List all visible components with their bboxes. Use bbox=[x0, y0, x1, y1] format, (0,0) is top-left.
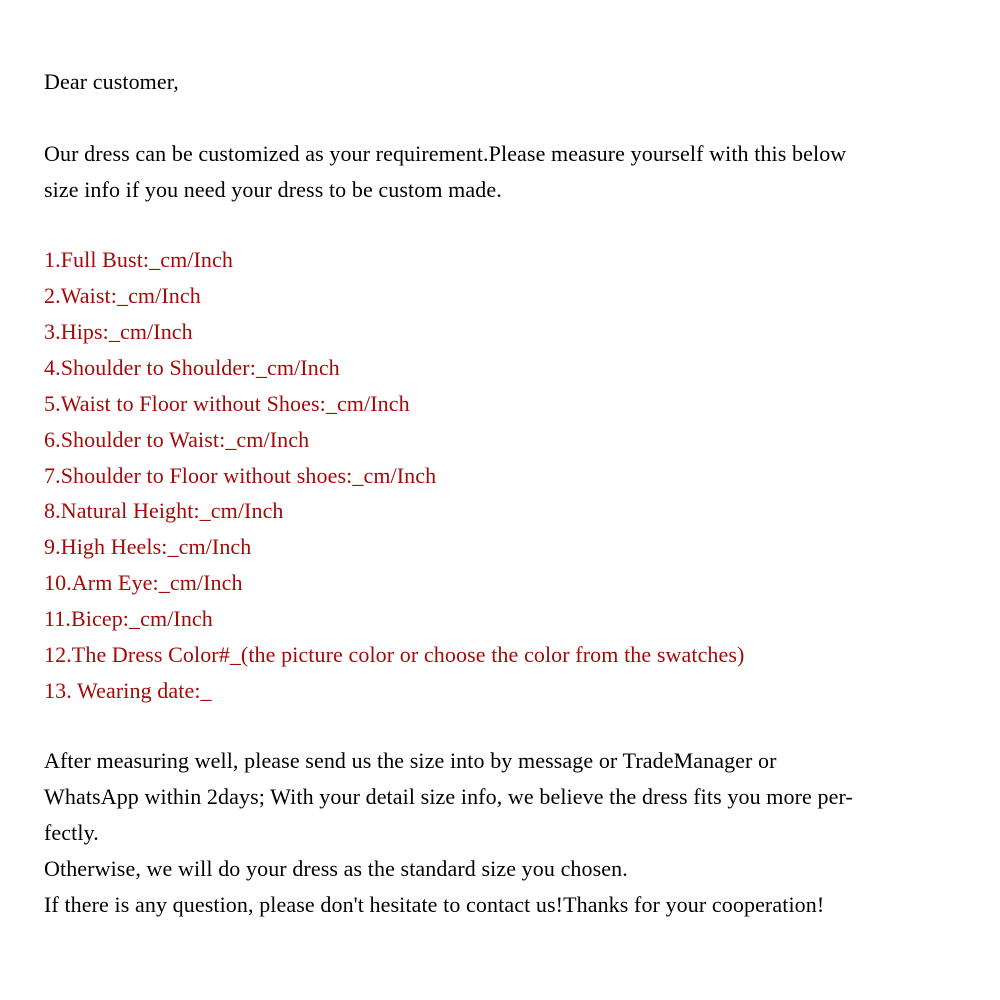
greeting: Dear customer, bbox=[44, 69, 179, 94]
measurement-item: 12.The Dress Color#_(the picture color or choose the color from the swatches) bbox=[44, 642, 745, 667]
measurement-item: 1.Full Bust:_cm/Inch bbox=[44, 247, 233, 272]
closing-line: fectly. bbox=[44, 820, 99, 845]
measurement-item: 13. Wearing date:_ bbox=[44, 678, 212, 703]
closing-line: After measuring well, please send us the size into by message or TradeManager or bbox=[44, 748, 777, 773]
measurement-item: 7.Shoulder to Floor without shoes:_cm/Inch bbox=[44, 463, 437, 488]
measurement-item: 3.Hips:_cm/Inch bbox=[44, 319, 193, 344]
measurement-item: 8.Natural Height:_cm/Inch bbox=[44, 498, 284, 523]
closing-line: Otherwise, we will do your dress as the standard size you chosen. bbox=[44, 856, 628, 881]
closing-line: WhatsApp within 2days; With your detail size info, we believe the dress fits you more per- bbox=[44, 784, 853, 809]
measurement-item: 9.High Heels:_cm/Inch bbox=[44, 534, 252, 559]
measurement-item: 10.Arm Eye:_cm/Inch bbox=[44, 570, 243, 595]
measurement-item: 6.Shoulder to Waist:_cm/Inch bbox=[44, 427, 310, 452]
intro-line: Our dress can be customized as your requirement.Please measure yourself with this below bbox=[44, 141, 847, 166]
measurement-item: 5.Waist to Floor without Shoes:_cm/Inch bbox=[44, 391, 410, 416]
measurement-item: 11.Bicep:_cm/Inch bbox=[44, 606, 213, 631]
measurement-item: 2.Waist:_cm/Inch bbox=[44, 283, 201, 308]
intro-line: size info if you need your dress to be custom made. bbox=[44, 177, 502, 202]
closing-line: If there is any question, please don't hesitate to contact us!Thanks for your cooperation! bbox=[44, 892, 825, 917]
measurement-item: 4.Shoulder to Shoulder:_cm/Inch bbox=[44, 355, 340, 380]
